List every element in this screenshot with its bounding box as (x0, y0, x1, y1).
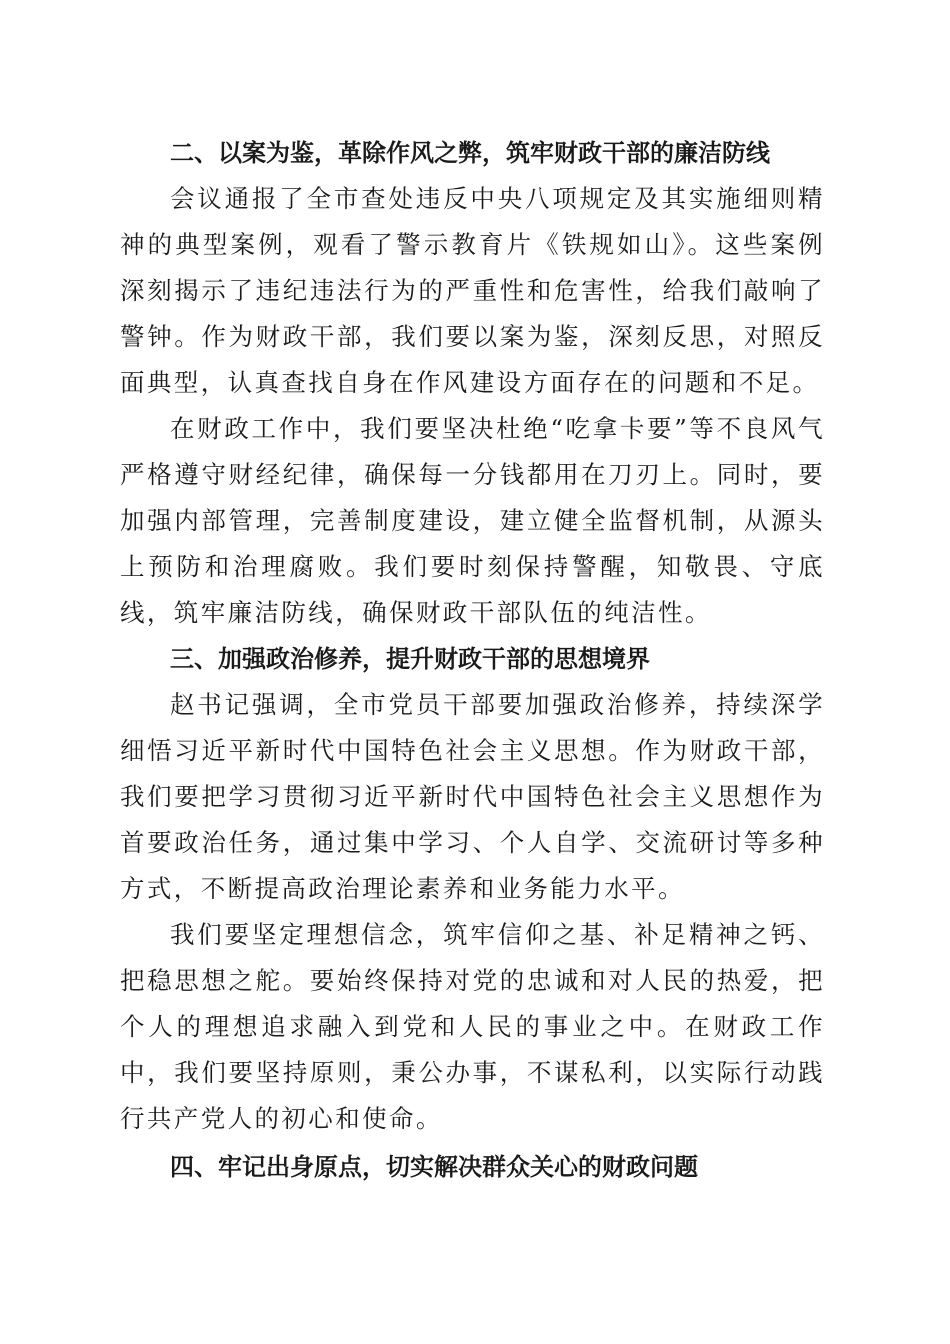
section-2-paragraph-1: 会议通报了全市查处违反中央八项规定及其实施细则精神的典型案例，观看了警示教育片《铁规如山》。这些案例深刻揭示了违纪违法行为的严重性和危害性，给我们敲响了警钟。作为财政干部，我们要以案为鉴，深刻反思，对照反面典型，认真查找自身在作风建设方面存在的问题和不足。 (120, 184, 825, 397)
section-3 (120, 636, 825, 1142)
section-3-heading: 三、加强政治修养，提升财政干部的思想境界 (170, 645, 650, 673)
section-3-paragraph-2: 我们要坚定理想信念，筑牢信仰之基、补足精神之钙、把稳思想之舵。要始终保持对党的忠诚和对人民的热爱，把个人的理想追求融入到党和人民的事业之中。在财政工作中，我们要坚持原则，秉公办事，不谋私利，以实际行动践行共产党人的初心和使命。 (120, 920, 825, 1133)
section-3-paragraph-1: 赵书记强调，全市党员干部要加强政治修养，持续深学细悟习近平新时代中国特色社会主义思想。作为财政干部，我们要把学习贯彻习近平新时代中国特色社会主义思想作为首要政治任务，通过集中学习、个人自学、交流研讨等多种方式，不断提高政治理论素养和业务能力水平。 (120, 690, 825, 903)
document-page (120, 130, 825, 1190)
section-4 (120, 1144, 825, 1190)
section-2-paragraph-2: 在财政工作中，我们要坚决杜绝“吃拿卡要”等不良风气严格遵守财经纪律，确保每一分钱都用在刀刃上。同时，要加强内部管理，完善制度建设，建立健全监督机制，从源头上预防和治理腐败。我们要时刻保持警醒，知敬畏、守底线，筑牢廉洁防线，确保财政干部队伍的纯洁性。 (120, 414, 825, 627)
section-4-heading: 四、牢记出身原点，切实解决群众关心的财政问题 (170, 1153, 698, 1181)
section-2 (120, 130, 825, 636)
section-2-heading: 二、以案为鉴，革除作风之弊，筑牢财政干部的廉洁防线 (170, 139, 770, 167)
